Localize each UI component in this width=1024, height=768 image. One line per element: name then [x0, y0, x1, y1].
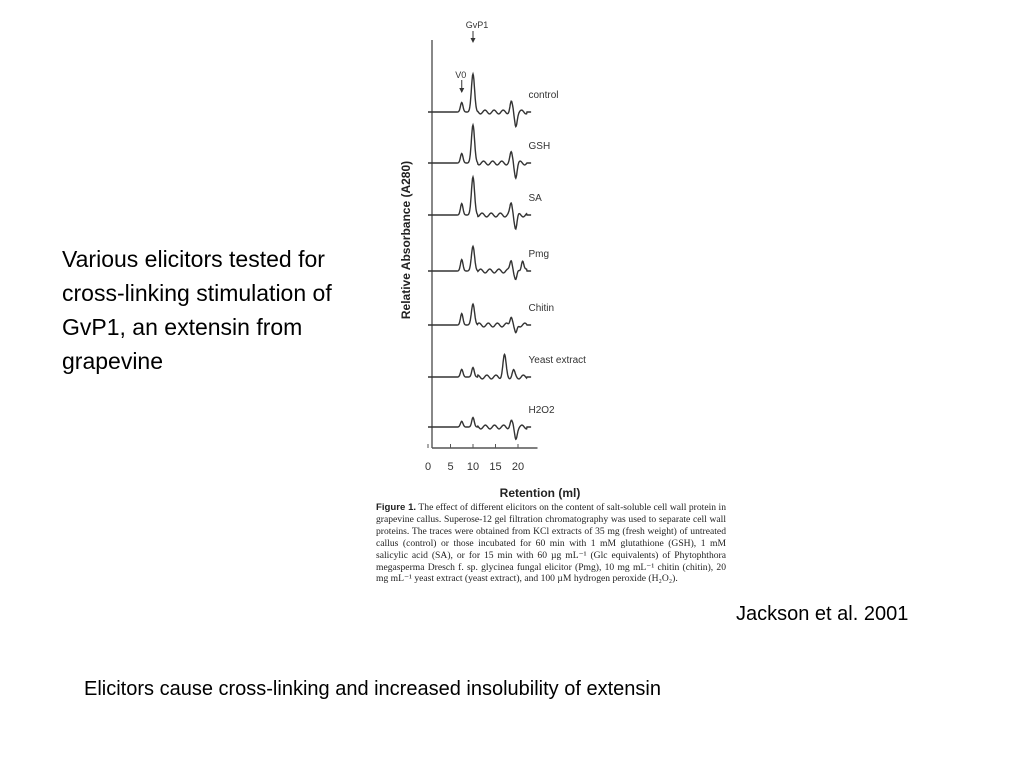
trace-label: H2O2 [528, 405, 555, 416]
trace-line [428, 246, 531, 279]
trace-line [428, 304, 531, 333]
annotation-gvp1-label: GvP1 [465, 20, 489, 30]
figure-caption [376, 502, 726, 585]
x-tick-label: 10 [466, 461, 480, 473]
trace-label: control [528, 90, 559, 101]
y-axis-label: Relative Absorbance (A280) [399, 160, 413, 320]
slide-bottom-text: Elicitors cause cross-linking and increased insolubility of extensin [84, 678, 661, 700]
slide-side-text: Various elicitors tested for cross-linking stimulation of GvP1, an extensin from grapevine [62, 246, 332, 374]
figure-caption-label: Figure 1. [376, 502, 417, 513]
trace-label: Chitin [528, 303, 555, 314]
x-tick-label: 5 [447, 461, 454, 473]
trace-line [428, 74, 531, 127]
trace-line [428, 418, 531, 440]
trace-label: Yeast extract [528, 355, 586, 366]
annotation-v0-label: V0 [455, 70, 467, 80]
annotation-gvp1-arrowhead [471, 38, 476, 43]
annotation-v0-arrowhead [459, 88, 464, 93]
figure-caption-text: The effect of different elicitors on the content of salt-soluble cell wall protein in grapevine callus. Superose-12 gel filtration chromatography was used to separate cell wall proteins. The traces were obtained from KCl extracts of 35 mg (fresh weight) of untreated callus (control) or those incubated for 60 min with 1 mM glutathione (GSH), 1 mM salicylic acid (SA), or for 15 min with 60 µg mL⁻¹ (Glc equivalents) of Phytophthora megasperma Dresch f. sp. glycinea fungal elicitor (Pmg), 10 mg mL⁻¹ chitin (chitin), 20 mg mL⁻¹ yeast extract (yeast extract), and 100 µM hydrogen peroxide (H₂O₂). [376, 502, 726, 585]
x-tick-label: 20 [511, 461, 525, 473]
citation: Jackson et al. 2001 [736, 603, 909, 625]
trace-line [428, 354, 531, 379]
trace-label: SA [528, 193, 542, 204]
x-axis-label: Retention (ml) [499, 486, 581, 500]
chromatogram-chart [380, 0, 750, 500]
trace-line [428, 177, 531, 229]
trace-label: Pmg [528, 249, 550, 260]
x-tick-label: 15 [489, 461, 502, 473]
trace-label: GSH [528, 141, 551, 152]
trace-line [428, 125, 531, 178]
x-tick-label: 0 [424, 461, 432, 473]
